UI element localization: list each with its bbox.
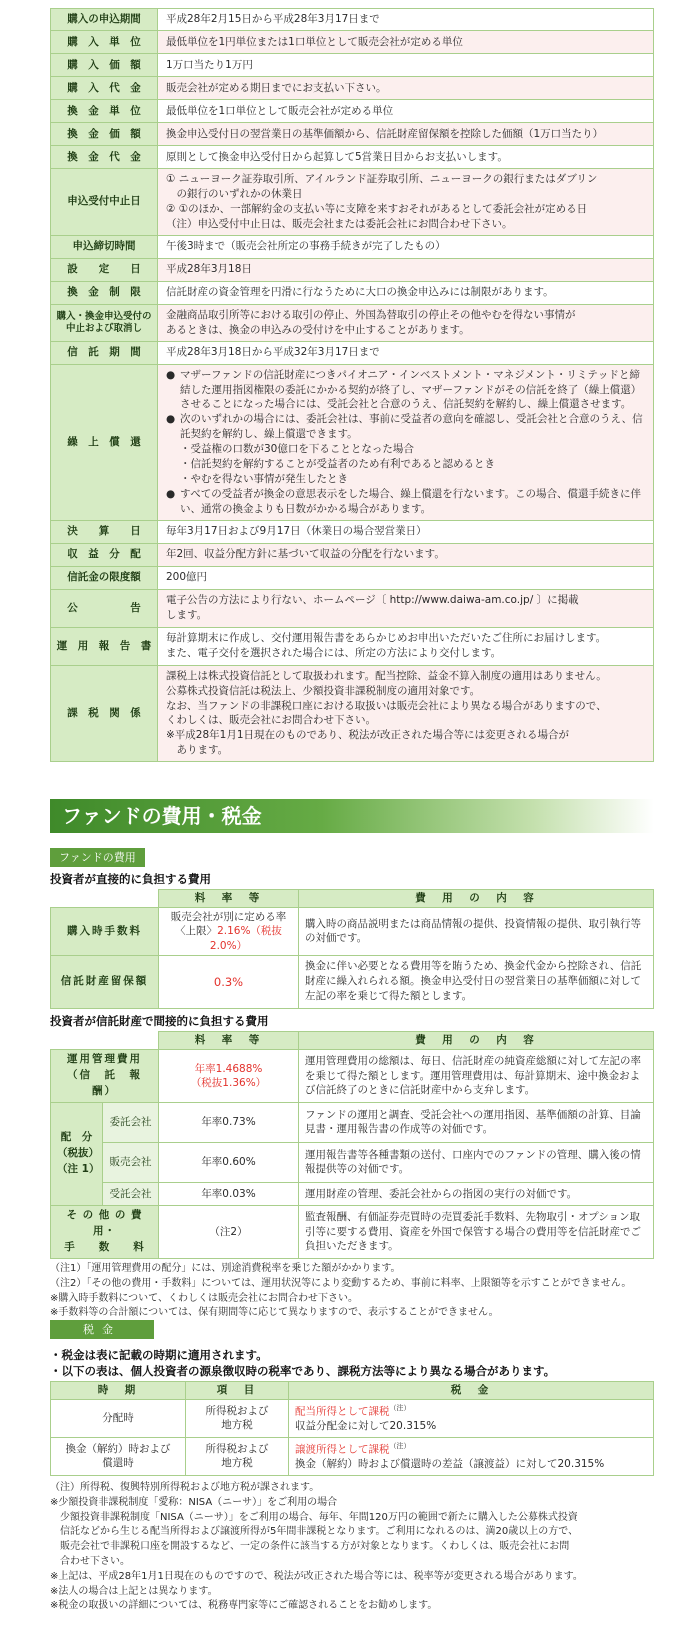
fee-description: 監査報酬、有価証券売買時の売買委託手数料、先物取引・オプション取引等に要する費用、資産を外国で保管する場合の費用等を信託財産でご負担いただきます。: [299, 1205, 654, 1258]
term-value: 年2回、収益分配方針に基づいて収益の分配を行ないます。: [158, 543, 654, 566]
terms-table: [50, 8, 654, 762]
tax-item: [186, 1400, 289, 1438]
table-row: [51, 1438, 654, 1476]
term-value: 平成28年2月15日から平成28年3月17日まで: [158, 9, 654, 31]
allocation-rate: 年率0.73%: [159, 1102, 299, 1142]
fee-rate: [159, 1049, 299, 1102]
tax-detail: [289, 1438, 654, 1476]
list-item: ・信託契約を解約することが受益者のため有利であると認めるとき: [180, 458, 495, 471]
table-header-empty: [51, 1032, 159, 1050]
table-header-row: [51, 1032, 654, 1050]
table-row: [51, 1049, 654, 1102]
table-row: [51, 100, 654, 123]
text-line: 公募株式投資信託は税法上、少額投資非課税制度の適用対象です。: [166, 684, 481, 697]
tax-type: 譲渡所得として課税: [295, 1443, 390, 1456]
table-header-row: [51, 890, 654, 908]
table-row: [51, 169, 654, 236]
term-value: 最低単位を1円単位または1口単位として販売会社が定める単位: [158, 31, 654, 54]
note-line: ※購入時手数料について、くわしくは販売会社にお問合わせ下さい。: [50, 1292, 358, 1304]
fee-key: 購入時手数料: [51, 908, 159, 956]
term-value: [158, 627, 654, 665]
term-key: 公 告: [51, 589, 158, 627]
bullet-icon: ●: [166, 413, 176, 426]
term-key: 換 金 代 金: [51, 146, 158, 169]
note-ref: （注）: [389, 1442, 411, 1451]
tax-rate: 収益分配金に対して20.315%: [295, 1419, 437, 1432]
term-value: 信託財産の資金管理を円滑に行なうために大口の換金申込みには制限があります。: [158, 281, 654, 304]
terms-section: [50, 8, 654, 762]
text-line: 金融商品取引所等における取引の停止、外国為替取引の停止その他やむを得ない事情が: [166, 308, 576, 321]
term-key: 決 算 日: [51, 520, 158, 543]
allocation-key: 受託会社: [103, 1182, 159, 1205]
table-row: [51, 908, 654, 956]
fees-section: [50, 848, 654, 1321]
column-header-item: 項 目: [186, 1382, 289, 1400]
indirect-fees-table: [50, 1031, 654, 1259]
list-item: [166, 412, 645, 442]
term-key: 換 金 価 額: [51, 123, 158, 146]
term-value: [158, 304, 654, 341]
text-line: 電子公告の方法により行ない、ホームページ〔 http://www.daiwa-am.co.jp/ 〕に掲載: [166, 594, 579, 607]
note-line: 合わせ下さい。: [50, 1556, 130, 1568]
table-row: [51, 1102, 654, 1142]
allocation-rate: 年率0.60%: [159, 1142, 299, 1182]
term-value: [158, 169, 654, 236]
tax-time-line: 償還時: [102, 1456, 134, 1469]
note-line: （注1）「運用管理費用の配分」には、別途消費税率を乗じた額がかかります。: [50, 1262, 401, 1274]
term-key: 運 用 報 告 書: [51, 627, 158, 665]
table-row: [51, 955, 654, 1008]
note-line: ※手数料等の合計額については、保有期間等に応じて異なりますので、表示することができません。: [50, 1307, 499, 1319]
term-key: 購 入 価 額: [51, 54, 158, 77]
tax-item: [186, 1438, 289, 1476]
column-header-time: 時 期: [51, 1382, 186, 1400]
text-line: の銀行のいずれかの休業日: [166, 187, 303, 200]
allocation-key: 委託会社: [103, 1102, 159, 1142]
table-header-empty: [51, 890, 159, 908]
note-line: （注2）「その他の費用・手数料」については、運用状況等により変動するため、事前に料率、上限額等を示すことができません。: [50, 1277, 632, 1289]
table-row: [51, 1142, 654, 1182]
fee-rate-prefix: 〈上限〉: [175, 925, 218, 938]
list-item-text: すべての受益者が換金の意思表示をした場合、繰上償還を行ないます。この場合、償還手続きに伴い、通常の換金よりも日数がかかる場合があります。: [180, 487, 641, 515]
table-row: [51, 235, 654, 258]
tax-intro: [50, 1347, 654, 1379]
table-row: [51, 589, 654, 627]
tax-item-line: 所得税および: [205, 1404, 269, 1417]
table-row: [51, 77, 654, 100]
allocation-label: [51, 1102, 103, 1205]
tax-rate: 換金（解約）時および償還時の差益（譲渡益）に対して20.315%: [295, 1457, 605, 1470]
fee-description: 換金に伴い必要となる費用等を賄うため、換金代金から控除され、信託財産に繰入れられる額。換金申込受付日の翌営業日の基準価額に対して左記の率を乗じて得た額とします。: [299, 955, 654, 1008]
intro-line: ・以下の表は、個人投資者の源泉徴収時の税率であり、課税方法等により異なる場合があります。: [50, 1364, 556, 1379]
note-line: ※税金の取扱いの詳細については、税務専門家等にご確認されることをお勧めします。: [50, 1600, 438, 1612]
tax-item-line: 地方税: [221, 1418, 253, 1431]
term-value: 販売会社が定める期日までにお支払い下さい。: [158, 77, 654, 100]
table-row: [51, 146, 654, 169]
text-line: また、電子交付を選択された場合には、所定の方法により交付します。: [166, 647, 502, 660]
term-key: 信託金の限度額: [51, 566, 158, 589]
tax-time-line: 換金（解約）時および: [65, 1442, 171, 1455]
tax-notes: [50, 1481, 654, 1614]
list-item-text: 次のいずれかの場合には、委託会社は、事前に受益者の意向を確認し、受託会社と合意のうえ、信託契約を解約し、繰上償還できます。: [180, 413, 643, 441]
table-row: [51, 281, 654, 304]
column-header-description: 費 用 の 内 容: [299, 1032, 654, 1050]
term-value: 原則として換金申込受付日から起算して5営業日目からお支払いします。: [158, 146, 654, 169]
note-line: 少額投資非課税制度「NISA（ニーサ）」をご利用の場合、毎年、年間120万円の範囲で新たに購入した公募株式投資: [50, 1511, 578, 1523]
bullet-icon: ●: [166, 487, 176, 500]
term-key: 課 税 関 係: [51, 665, 158, 761]
section-title: ファンドの費用・税金: [50, 799, 654, 833]
note-ref: （注）: [389, 1404, 411, 1413]
column-header-tax: 税 金: [289, 1382, 654, 1400]
text-line: なお、当ファンドの非課税口座における取扱いは販売会社により異なる場合がありますので、: [166, 699, 607, 712]
direct-fees-table: [50, 889, 654, 1008]
term-key: 購入の申込期間: [51, 9, 158, 31]
fee-description: 購入時の商品説明または商品情報の提供、投資情報の提供、取引執行等の対価です。: [299, 908, 654, 956]
term-value: 最低単位を1口単位として販売会社が定める単位: [158, 100, 654, 123]
direct-fees-heading: 投資者が直接的に負担する費用: [50, 872, 211, 886]
term-key: 購 入 代 金: [51, 77, 158, 100]
fee-rate: （注2）: [159, 1205, 299, 1258]
tax-detail: [289, 1400, 654, 1438]
term-value: [158, 589, 654, 627]
allocation-label-line: （税抜）: [57, 1147, 99, 1160]
allocation-description: 運用報告書等各種書類の送付、口座内でのファンドの管理、購入後の情報提供等の対価です。: [299, 1142, 654, 1182]
term-key: 申込締切時間: [51, 235, 158, 258]
table-row: [51, 665, 654, 761]
allocation-label-line: （注 1）: [57, 1162, 100, 1175]
term-key: 購入・換金申込受付の中止および取消し: [51, 304, 158, 341]
term-value: 午後3時まで（販売会社所定の事務手続きが完了したもの）: [158, 235, 654, 258]
term-key: 購 入 単 位: [51, 31, 158, 54]
tax-time: 分配時: [51, 1400, 186, 1438]
text-line: あります。: [166, 744, 229, 757]
allocation-label-line: 配 分: [60, 1131, 93, 1144]
note-line: （注）所得税、復興特別所得税および地方税が課されます。: [50, 1482, 320, 1494]
tax-item-line: 所得税および: [205, 1442, 269, 1455]
table-row: [51, 341, 654, 364]
tax-time: [51, 1438, 186, 1476]
table-header-row: [51, 1382, 654, 1400]
text-line: ※平成28年1月1日現在のものであり、税法が改正された場合等には変更される場合が: [166, 729, 570, 742]
term-value: 平成28年3月18日: [158, 258, 654, 281]
term-value: 1万口当たり1万円: [158, 54, 654, 77]
table-row: [51, 123, 654, 146]
bullet-icon: ●: [166, 368, 176, 381]
tax-label-badge: 税金: [50, 1320, 154, 1339]
term-key: 換 金 制 限: [51, 281, 158, 304]
list-item: ・やむを得ない事情が発生したとき: [180, 472, 348, 485]
fee-rate-line: （税抜1.36%）: [190, 1076, 267, 1089]
table-row: [51, 1205, 654, 1258]
text-line: あるときは、換金の申込みの受付けを中止することがあります。: [166, 323, 470, 336]
fee-key: 信託財産留保額: [51, 955, 159, 1008]
text-line: くわしくは、販売会社にお問合わせ下さい。: [166, 714, 376, 727]
term-key: 繰 上 償 還: [51, 364, 158, 520]
list-item-text: マザーファンドの信託財産につきパイオニア・インベストメント・マネジメント・リミテッドと締結した運用指図権限の委託にかかる契約が終了し、マザーファンドがその信託を終了（繰上償還）させることになった場合には、受託会社と合意のうえ、信託契約を解約し、繰上償還させます。: [180, 368, 642, 411]
text-line: 毎計算期末に作成し、交付運用報告書をあらかじめお申出いただいたご住所にお届けします。: [166, 632, 607, 645]
table-row: [51, 1182, 654, 1205]
table-row: [51, 566, 654, 589]
fee-rate-highlight: 2.16%（税抜2.0%）: [209, 925, 282, 952]
tax-item-line: 地方税: [221, 1456, 253, 1469]
table-row: [51, 9, 654, 31]
fee-notes: [50, 1262, 654, 1321]
intro-line: ・税金は表に記載の時期に適用されます。: [50, 1348, 268, 1362]
fees-label-badge: ファンドの費用: [50, 848, 145, 867]
table-row: [51, 364, 654, 520]
fee-key-line: 運用管理費用: [67, 1053, 142, 1066]
allocation-description: 運用財産の管理、委託会社からの指図の実行の対価です。: [299, 1182, 654, 1205]
table-row: [51, 258, 654, 281]
fee-key-line: 手 数 料: [64, 1240, 145, 1253]
term-value: 換金申込受付日の翌営業日の基準価額から、信託財産留保額を控除した価額（1万口当たり）: [158, 123, 654, 146]
note-line: ※上記は、平成28年1月1日現在のものですので、税法が改正された場合等には、税率等が変更される場合があります。: [50, 1570, 583, 1582]
allocation-rate: 年率0.03%: [159, 1182, 299, 1205]
table-row: [51, 627, 654, 665]
table-row: [51, 543, 654, 566]
term-value: 平成28年3月18日から平成32年3月17日まで: [158, 341, 654, 364]
term-value: 毎年3月17日および9月17日（休業日の場合翌営業日）: [158, 520, 654, 543]
fee-key: [51, 1205, 159, 1258]
term-key: 信 託 期 間: [51, 341, 158, 364]
fee-key: [51, 1049, 159, 1102]
tax-table: [50, 1381, 654, 1476]
text-line: します。: [166, 609, 208, 622]
tax-type: 配当所得として課税: [295, 1405, 390, 1418]
text-line: ② ①のほか、一部解約金の支払い等に支障を来すおそれがあるとして委託会社が定める日: [166, 202, 588, 215]
term-key: 収 益 分 配: [51, 543, 158, 566]
term-value: 200億円: [158, 566, 654, 589]
tax-section: [50, 1320, 654, 1614]
text-line: （注）申込受付中止日は、販売会社または委託会社にお問合わせ下さい。: [166, 217, 513, 230]
term-key: 換 金 単 位: [51, 100, 158, 123]
table-row: [51, 54, 654, 77]
fee-description: 運用管理費用の総額は、毎日、信託財産の純資産総額に対して左記の率を乗じて得た額とします。運用管理費用は、毎計算期末、途中換金および信託終了のときに信託財産中から支弁します。: [299, 1049, 654, 1102]
text-line: 課税上は株式投資信託として取扱われます。配当控除、益金不算入制度の適用はありません。: [166, 669, 607, 682]
table-row: [51, 304, 654, 341]
text-line: ① ニューヨーク証券取引所、アイルランド証券取引所、ニューヨークの銀行またはダブリン: [166, 173, 598, 185]
indirect-fees-heading: 投資者が信託財産で間接的に負担する費用: [50, 1013, 269, 1028]
column-header-description: 費 用 の 内 容: [299, 890, 654, 908]
term-value: [158, 665, 654, 761]
column-header-rate: 料 率 等: [159, 1032, 299, 1050]
fee-rate: 0.3%: [159, 955, 299, 1008]
table-row: [51, 1400, 654, 1438]
table-row: [51, 520, 654, 543]
table-row: [51, 31, 654, 54]
list-item: [166, 487, 645, 517]
term-value: [158, 364, 654, 520]
fee-key-line: （信 託 報 酬）: [67, 1069, 155, 1097]
fee-rate-line: 年率1.4688%: [194, 1062, 263, 1075]
term-key: 申込受付中止日: [51, 169, 158, 236]
fee-rate: [159, 908, 299, 956]
allocation-key: 販売会社: [103, 1142, 159, 1182]
list-item: [166, 368, 645, 413]
note-line: 販売会社で非課税口座を開設するなど、一定の条件に該当する方が対象となります。くわしくは、販売会社にお問: [50, 1541, 570, 1553]
term-key: 設 定 日: [51, 258, 158, 281]
note-line: 信託などから生じる配当所得および譲渡所得が5年間非課税となります。ご利用になれるのは、満20歳以上の方で、: [50, 1526, 579, 1538]
list-item: ・受益権の口数が30億口を下ることとなった場合: [180, 443, 414, 456]
allocation-description: ファンドの運用と調査、受託会社への運用指図、基準価額の計算、目論見書・運用報告書の作成等の対価です。: [299, 1102, 654, 1142]
note-line: ※法人の場合は上記とは異なります。: [50, 1585, 218, 1597]
fee-key-line: そ の 他 の 費 用・: [66, 1209, 143, 1238]
note-line: ※少額投資非課税制度「愛称：NISA（ニーサ）」をご利用の場合: [50, 1496, 338, 1508]
fee-rate-line: 販売会社が別に定める率: [170, 911, 287, 924]
column-header-rate: 料 率 等: [159, 890, 299, 908]
